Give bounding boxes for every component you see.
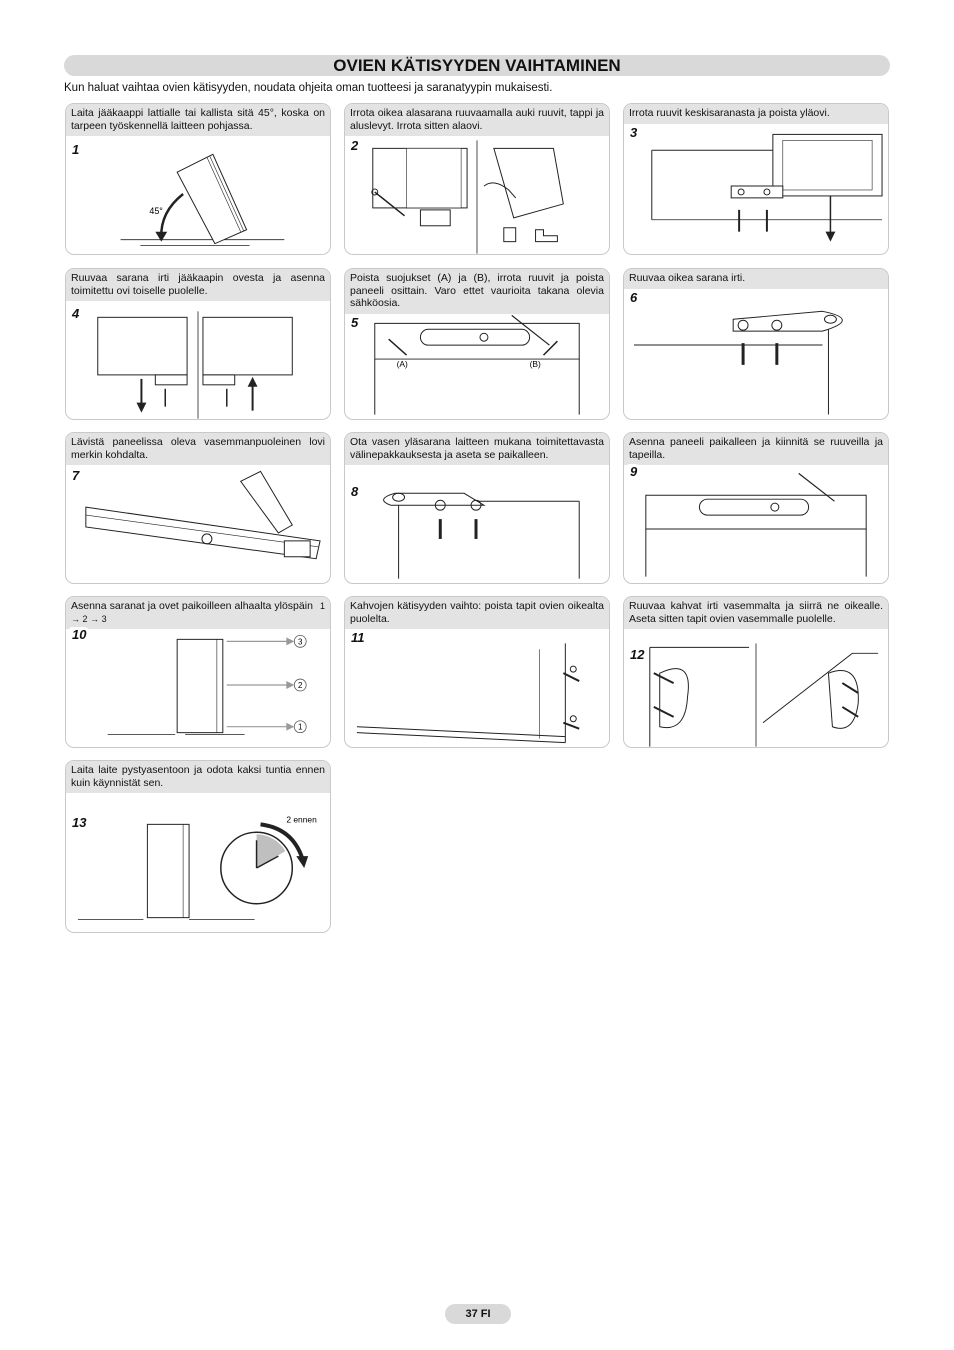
step-5-illustration	[345, 315, 609, 419]
arrow-right-icon: →	[90, 613, 100, 624]
step-1-number: 1	[70, 142, 83, 157]
step-1-caption: Laita jääkaappi lattialle tai kallista sitä 45°, koska on tarpeen työskennellä laitteen pohjassa.	[66, 104, 330, 136]
step-9-number: 9	[628, 464, 641, 479]
step-12-number: 12	[628, 647, 648, 662]
step-10-marker-3: 3	[298, 637, 303, 647]
step-13-panel	[65, 760, 331, 933]
step-3-caption: Irrota ruuvit keskisaranasta ja poista yläovi.	[624, 104, 888, 124]
step-4-caption: Ruuvaa sarana irti jääkaapin ovesta ja asenna toimitettu ovi toiselle puolelle.	[66, 269, 330, 301]
step-6-caption: Ruuvaa oikea sarana irti.	[624, 269, 888, 289]
step-1-panel	[65, 103, 331, 255]
step-5-number: 5	[349, 315, 362, 330]
step-13-caption: Laita laite pystyasentoon ja odota kaksi tuntia ennen kuin käynnistät sen.	[66, 761, 330, 793]
step-11-caption: Kahvojen kätisyyden vaihto: poista tapit ovien oikealta puolelta.	[345, 597, 609, 629]
step-10-caption	[66, 597, 330, 629]
step-6-illustration	[624, 285, 888, 419]
step-10-seq-1: 1	[319, 601, 325, 611]
step-4-number: 4	[70, 306, 83, 321]
step-10-seq-3: 3	[101, 613, 107, 624]
step-5-label-a: (A)	[396, 359, 408, 369]
step-12-illustration	[624, 643, 888, 747]
step-8-caption: Ota vasen yläsarana laitteen mukana toimitettavasta välinepakkauksesta ja aseta se paikalleen.	[345, 433, 609, 465]
step-7-illustration	[66, 467, 330, 583]
step-3-illustration	[624, 120, 888, 254]
step-5-label-b: (B)	[529, 359, 541, 369]
step-4-panel	[65, 268, 331, 420]
step-13-number: 13	[70, 815, 90, 830]
arrow-right-icon: →	[71, 613, 80, 624]
step-10-marker-2: 2	[298, 680, 303, 690]
step-7-number: 7	[70, 468, 83, 483]
step-8-number: 8	[349, 484, 362, 499]
step-10-illustration	[66, 627, 330, 747]
step-5-caption: Poista suojukset (A) ja (B), irrota ruuvit ja poista paneeli osittain. Varo ettet vaurioita takana olevia sähköosia.	[345, 269, 609, 314]
step-11-number: 11	[349, 630, 369, 645]
step-10-text: Asenna saranat ja ovet paikoilleen alhaalta ylöspäin	[71, 600, 313, 612]
intro-text: Kun haluat vaihtaa ovien kätisyyden, noudata ohjeita oman tuotteesi ja saranatyypin mukaisesti.	[64, 82, 553, 94]
step-7-caption: Lävistä paneelissa oleva vasemmanpuoleinen lovi merkin kohdalta.	[66, 433, 330, 465]
step-11-illustration	[345, 629, 609, 747]
step-8-illustration	[345, 483, 609, 583]
step-10-marker-1: 1	[298, 722, 303, 732]
step-4-illustration	[66, 303, 330, 419]
step-9-caption: Asenna paneeli paikalleen ja kiinnitä se ruuveilla ja tapeilla.	[624, 433, 888, 465]
page-number: 37 FI	[445, 1304, 511, 1324]
step-6-number: 6	[628, 290, 641, 305]
step-10-panel	[65, 596, 331, 748]
step-2-panel	[344, 103, 610, 255]
step-2-caption: Irrota oikea alasarana ruuvaamalla auki ruuvit, tappi ja aluslevyt. Irrota sitten alaovi.	[345, 104, 609, 136]
step-1-angle-label: 45°	[149, 205, 163, 216]
step-2-number: 2	[349, 138, 362, 153]
step-3-panel	[623, 103, 889, 255]
page-title: OVIEN KÄTISYYDEN VAIHTAMINEN	[64, 55, 890, 76]
step-13-clock-label: 2 ennen	[286, 814, 317, 825]
step-9-illustration	[624, 465, 888, 583]
step-10-seq-2: 2	[82, 613, 88, 624]
step-3-number: 3	[628, 125, 641, 140]
step-6-panel	[623, 268, 889, 420]
step-12-caption: Ruuvaa kahvat irti vasemmalta ja siirrä ne oikealle. Aseta sitten tapit ovien vasemmalle puolelle.	[624, 597, 888, 629]
step-1-illustration	[66, 142, 330, 254]
step-10-number: 10	[70, 627, 90, 642]
step-12-panel	[623, 596, 889, 748]
step-11-panel	[344, 596, 610, 748]
step-7-panel	[65, 432, 331, 584]
step-8-panel	[344, 432, 610, 584]
step-9-panel	[623, 432, 889, 584]
step-13-illustration	[66, 808, 330, 932]
step-5-panel	[344, 268, 610, 420]
step-2-illustration	[345, 138, 609, 254]
